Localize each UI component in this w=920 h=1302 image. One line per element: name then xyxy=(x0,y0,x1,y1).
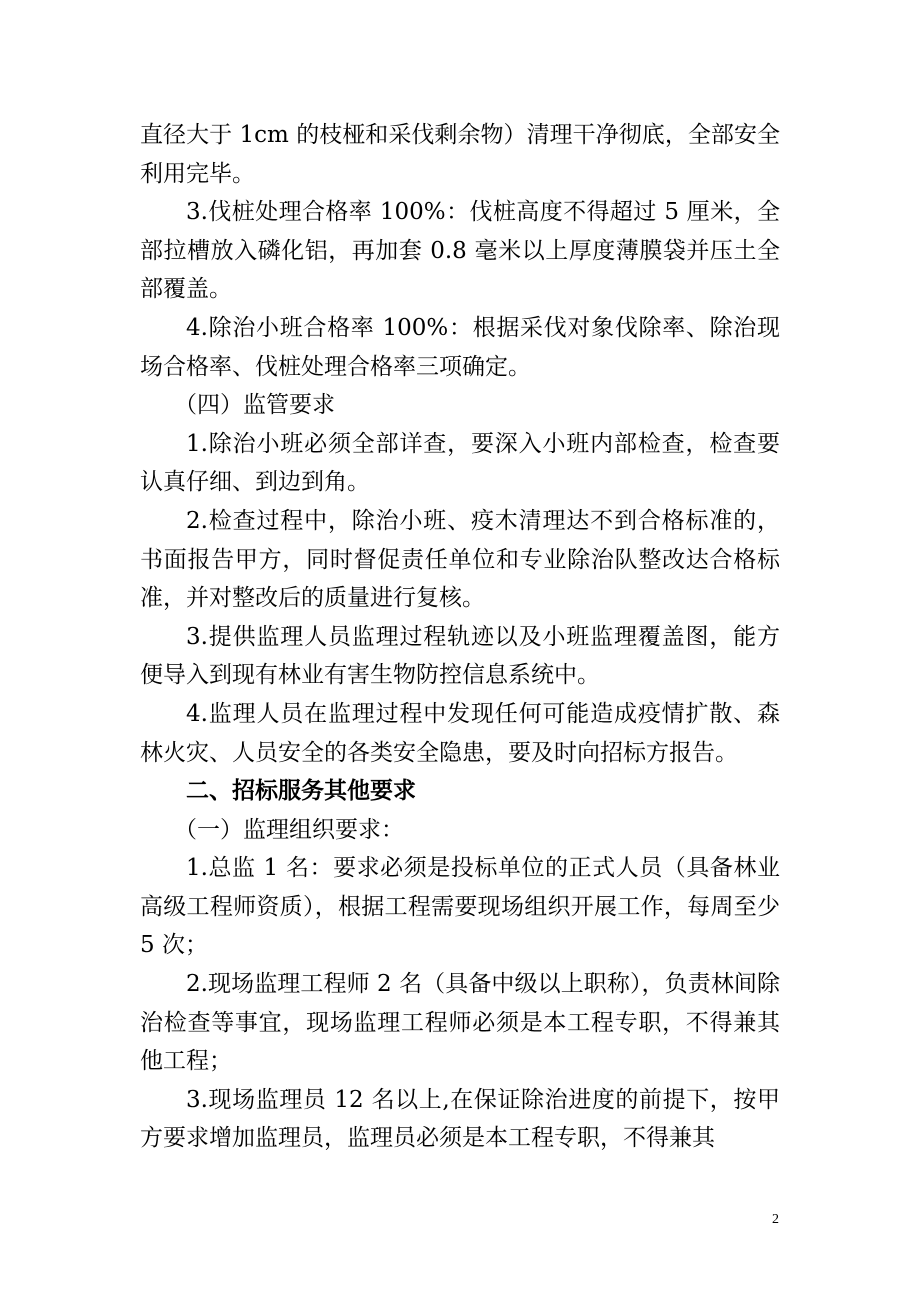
section-heading-organization: （一）监理组织要求： xyxy=(174,816,404,843)
paragraph-stump-treatment: 3.伐桩处理合格率 100%：伐桩高度不得超过 5 厘米，全部拉槽放入磷化铝，再加套 0.8 毫米以上厚度薄膜袋并压土全部覆盖。 xyxy=(140,199,780,303)
page-number: 2 xyxy=(772,1212,779,1227)
chapter-heading-other-requirements: 二、招标服务其他要求 xyxy=(186,778,416,805)
paragraph-inspection: 1.除治小班必须全部详查，要深入小班内部检查，检查要认真仔细、到边到角。 xyxy=(140,430,780,496)
document-body xyxy=(140,116,780,1158)
paragraph-site-engineers: 2.现场监理工程师 2 名（具备中级以上职称），负责林间除治检查等事宜，现场监理工程师必须是本工程专职，不得兼其他工程； xyxy=(140,971,780,1075)
paragraph-site-supervisors: 3.现场监理员 12 名以上,在保证除治进度的前提下，按甲方要求增加监理员，监理员必须是本工程专职，不得兼其 xyxy=(140,1086,780,1152)
paragraph-inspection-process: 2.检查过程中，除治小班、疫木清理达不到合格标准的，书面报告甲方，同时督促责任单位和专业除治队整改达合格标准，并对整改后的质量进行复核。 xyxy=(140,507,780,612)
paragraph-safety-hazards: 4.监理人员在监理过程中发现任何可能造成疫情扩散、森林火灾、人员安全的各类安全隐患，要及时向招标方报告。 xyxy=(140,700,780,766)
paragraph-continuation: 直径大于 1cm 的枝桠和采伐剩余物）清理干净彻底，全部安全利用完毕。 xyxy=(140,122,780,187)
paragraph-subcompartment-rate: 4.除治小班合格率 100%：根据采伐对象伐除率、除治现场合格率、伐桩处理合格率三项确定。 xyxy=(140,314,780,380)
section-heading-supervision: （四）监管要求 xyxy=(174,392,335,419)
paragraph-chief-supervisor: 1.总监 1 名：要求必须是投标单位的正式人员（具备林业高级工程师资质），根据工程需要现场组织开展工作，每周至少 5 次； xyxy=(140,855,780,959)
paragraph-track-coverage: 3.提供监理人员监理过程轨迹以及小班监理覆盖图，能方便导入到现有林业有害生物防控信息系统中。 xyxy=(140,623,780,689)
